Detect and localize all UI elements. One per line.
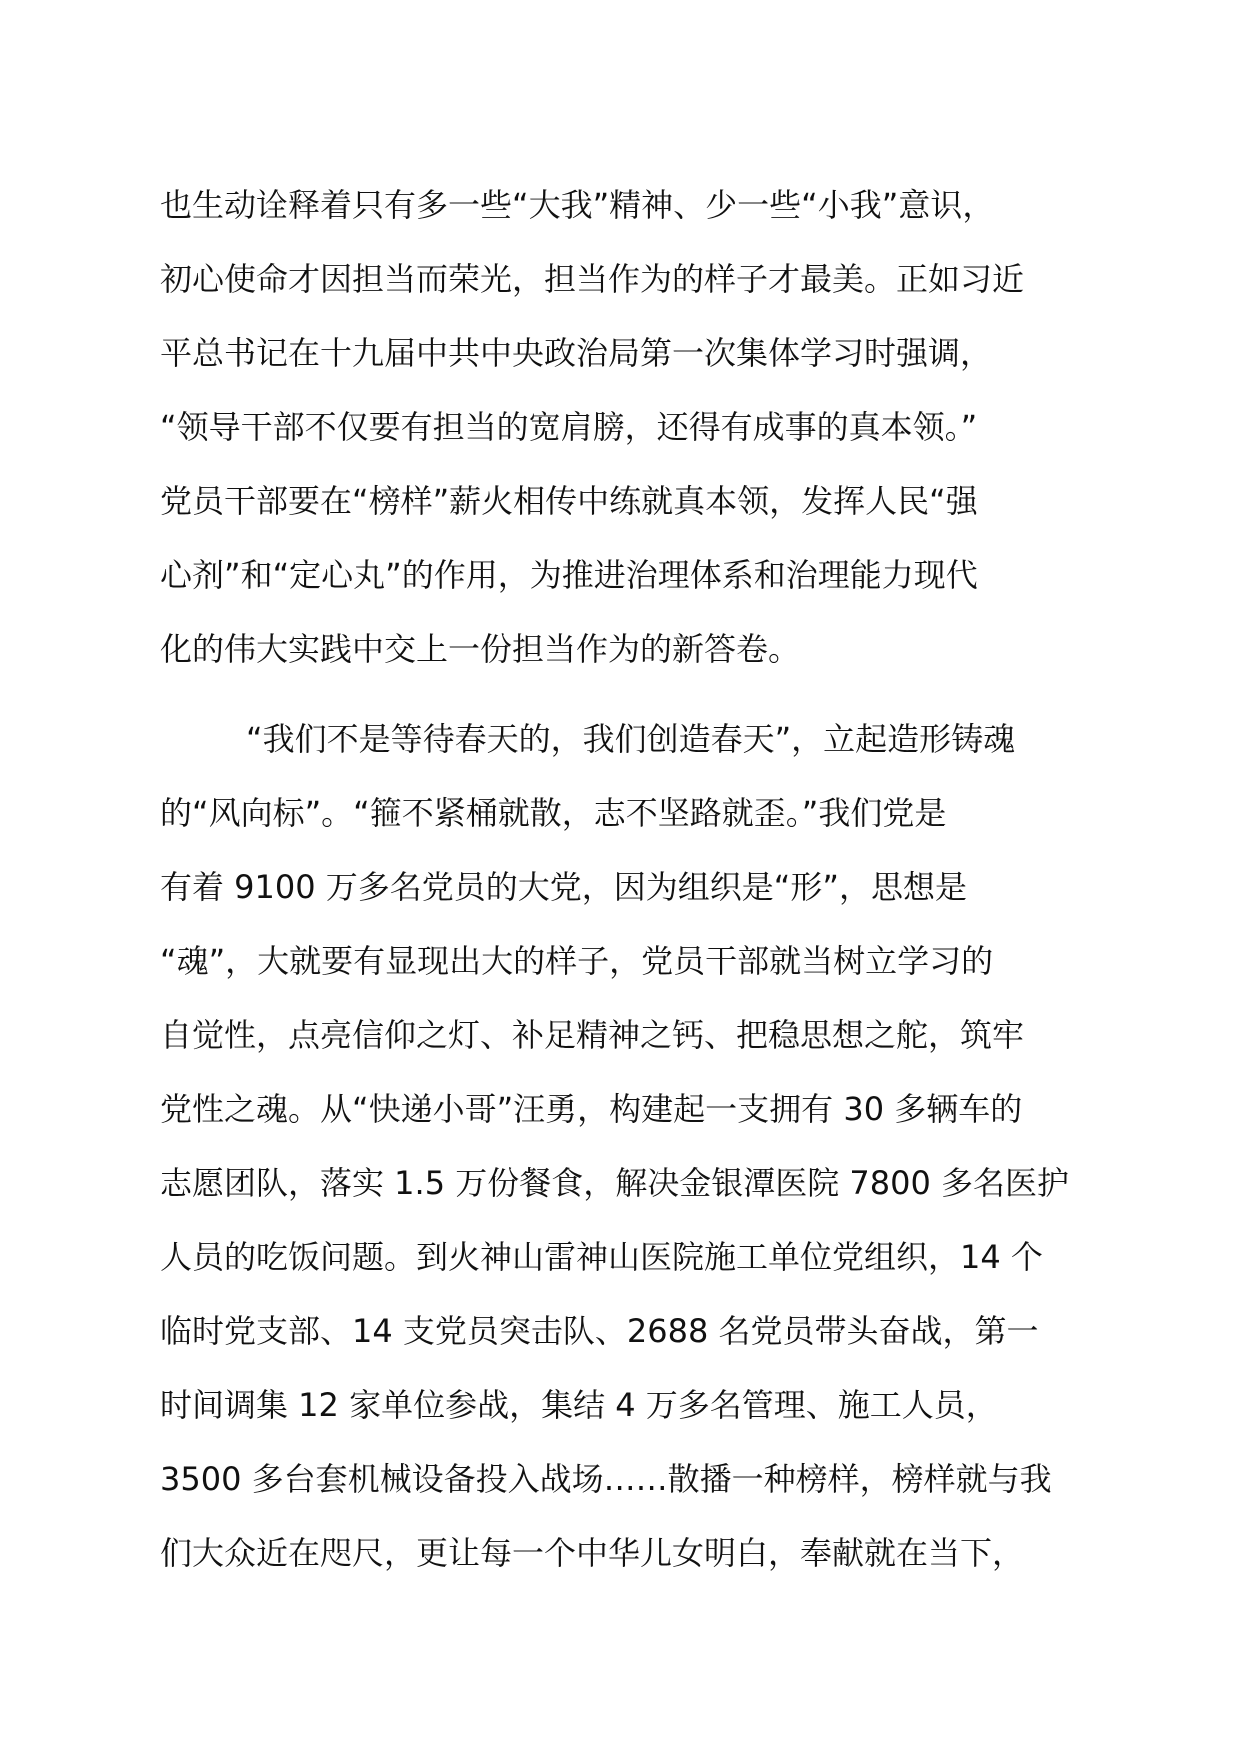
paragraph-line: “领导干部不仅要有担当的宽肩膀，还得有成事的真本领。” xyxy=(160,408,978,446)
paragraph-line: 党性之魂。从“快递小哥”汪勇，构建起一支拥有 30 多辆车的 xyxy=(160,1090,1023,1128)
paragraph-line: 初心使命才因担当而荣光，担当作为的样子才最美。正如习近 xyxy=(160,260,1025,298)
paragraph-line: 党员干部要在“榜样”薪火相传中练就真本领，发挥人民“强 xyxy=(160,482,978,520)
paragraph-line: 平总书记在十九届中共中央政治局第一次集体学习时强调， xyxy=(160,334,993,372)
paragraph-line: 们大众近在咫尺，更让每一个中华儿女明白，奉献就在当下， xyxy=(160,1534,1025,1572)
paragraph-line: 有着 9100 万多名党员的大党，因为组织是“形”，思想是 xyxy=(160,868,967,906)
paragraph-line: 也生动诠释着只有多一些“大我”精神、少一些“小我”意识， xyxy=(160,186,995,224)
paragraph-line: 志愿团队，落实 1.5 万份餐食，解决金银潭医院 7800 多名医护 xyxy=(160,1164,1070,1202)
paragraph-line: 3500 多台套机械设备投入战场……散播一种榜样，榜样就与我 xyxy=(160,1460,1052,1498)
paragraph-line: 临时党支部、14 支党员突击队、2688 名党员带头奋战，第一 xyxy=(160,1312,1039,1350)
paragraph-line: 的“风向标”。“箍不紧桶就散，志不坚路就歪。”我们党是 xyxy=(160,794,947,832)
paragraph-line: “魂”，大就要有显现出大的样子，党员干部就当树立学习的 xyxy=(160,942,994,980)
paragraph-line: 心剂”和“定心丸”的作用，为推进治理体系和治理能力现代 xyxy=(160,556,978,594)
paragraph-line: 人员的吃饭问题。到火神山雷神山医院施工单位党组织，14 个 xyxy=(160,1238,1043,1276)
paragraph-line: 自觉性，点亮信仰之灯、补足精神之钙、把稳思想之舵，筑牢 xyxy=(160,1016,1025,1054)
paragraph-line: “我们不是等待春天的，我们创造春天”，立起造形铸魂 xyxy=(246,720,1016,758)
paragraph-line: 化的伟大实践中交上一份担当作为的新答卷。 xyxy=(160,630,801,668)
paragraph-line: 时间调集 12 家单位参战，集结 4 万多名管理、施工人员， xyxy=(160,1386,998,1424)
paragraph-2 xyxy=(160,702,1120,1590)
paragraph-1 xyxy=(160,168,1120,686)
